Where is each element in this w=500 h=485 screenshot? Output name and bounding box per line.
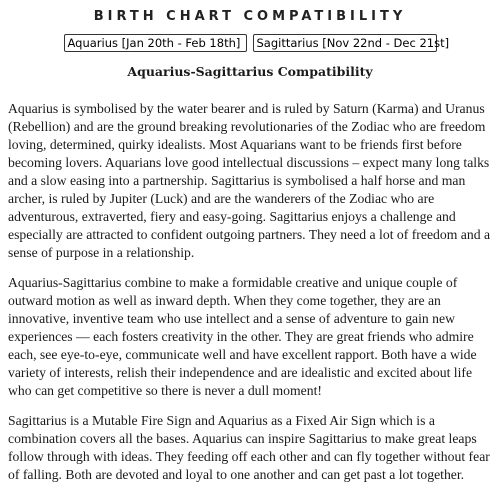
compatibility-paragraph-2: Aquarius-Sagittarius combine to make a formidable creative and unique couple of outward motion as well as inward depth. When they come together, they are an innovative, inventive team who use intellect and a sense of adventure to gain new experiences — each fosters creativity in the other. They are great friends who admire each, see eye-to-eye, communicate well and have excellent rapport. Both have a wide variety of interests, relish their independence and are idealistic and excited about life who can get competitive so there is never a dull moment!	[8, 275, 477, 398]
compatibility-title: Aquarius-Sagittarius Compatibility	[127, 64, 373, 79]
sign-one-select[interactable]	[64, 34, 247, 52]
compatibility-paragraph-1: Aquarius is symbolised by the water bearer and is ruled by Saturn (Karma) and Uranus (Rebellion) and are the ground breaking revolutionaries of the Zodiac who are freedom loving, determined, quirky idealists. Most Aquarians want to be friends first before becoming lovers. Aquarians love good intellectual discussions – expect many long talks and a slow easing into a partnership. Sagittarius is symbolised a half horse and man archer, is ruled by Jupiter (Luck) and are the wanderers of the Zodiac who are adventurous, extraverted, fiery and easy-going. Sagittarius enjoys a challenge and especially are attracted to confident outgoing partners. They need a lot of freedom and a sense of purpose in a relationship.	[8, 101, 491, 260]
sign-two-selected-value: Sagittarius [Nov 22nd - Dec 21st]	[256, 36, 450, 50]
sign-two-select[interactable]	[253, 34, 450, 52]
compatibility-paragraph-3: Sagittarius is a Mutable Fire Sign and Aquarius as a Fixed Air Sign which is a combination covers all the bases. Aquarius can inspire Sagittarius to make great leaps follow through with ideas. They feeding off each other and can fly together without fear of falling. Both are devoted and loyal to one another and can get past a lot together.	[8, 413, 490, 482]
sign-selectors	[6, 34, 494, 52]
sign-one-selected-value: Aquarius [Jan 20th - Feb 18th]	[67, 36, 241, 50]
page-title: BIRTH CHART COMPATIBILITY	[93, 9, 407, 24]
